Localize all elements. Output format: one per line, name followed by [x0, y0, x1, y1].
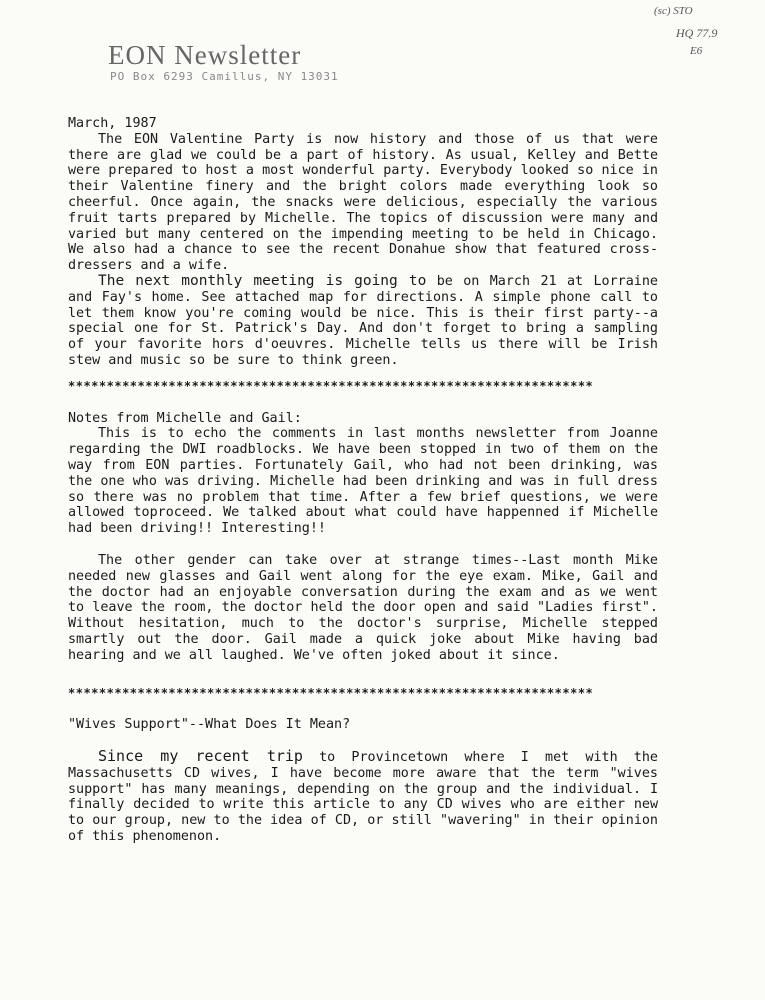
masthead: [108, 40, 339, 84]
margin-note-1: (sc) STO: [654, 5, 693, 17]
newsletter-title: EON Newsletter: [108, 40, 302, 70]
margin-note-3: E6: [690, 45, 703, 57]
other-gender-paragraph: The other gender can take over at strange times--Last month Mike needed new glasses and Gail went along for the eye exam. Mike, Gail and the doctor had an enjoyable conversation during the exam and as we went to leave the room, the doctor held the door open and said "Ladies first". Without hesitation, much to the doctor's surprise, Michelle stepped smartly out the door. Gail made a quick joke about Mike having bad hearing and we all laughed. We've often joked about it since.: [68, 552, 658, 663]
separator-line: ********************************************************************: [68, 378, 594, 393]
separator-line-2: ********************************************************************: [68, 685, 594, 700]
wives-support-paragraph: [68, 749, 658, 845]
valentine-party-paragraph: The EON Valentine Party is now history and those of us that were there are glad we could be a part of history. As usual, Kelley and Bette were prepared to host a most wonderful party. Everybody looked so nice in their Valentine finery and the bright colors made everything look so cheerful. Once again, the snacks were delicious, especially the various fruit tarts prepared by Michelle. The topics of discussion were many and varied but many centered on the impending meeting to be held in Chicago. We also had a chance to see the recent Donahue show that featured cross-dressers and a wife.: [68, 131, 658, 274]
issue-date: March, 1987: [68, 116, 157, 131]
dwi-paragraph: This is to echo the comments in last months newsletter from Joanne regarding the DWI roadblocks. We have been stopped in two of them on the way from EON parties. Fortunately Gail, who had not been drinking, was the one who was driving. Michelle had been drinking and was in full dress so there was no problem that time. After a few brief questions, we were allowed toproceed. We talked about what could have happenned if Michelle had been driving!! Interesting!!: [68, 426, 658, 537]
wives-support-text: to Provincetown where I met with the Massachusetts CD wives, I have become more aware that the term "wives support" has many meanings, depending on the group and the individual. I finally decided to write this article to any CD wives who are either new to our group, new to the idea of CD, or still "wavering" in their opinion of this phenomenon.: [68, 750, 658, 845]
newsletter-body: [68, 116, 658, 845]
next-meeting-text: be on March 21 at Lorraine and Fay's home. See attached map for directions. A simple phone call to let them know you're coming would be nice. This is their first party--a special one for St. Patrick's Day. And don't forget to bring a sampling of your favorite hors d'oeuvres. Michelle tells us there will be Irish stew and music so be sure to think green.: [68, 273, 658, 368]
notes-heading: Notes from Michelle and Gail:: [68, 410, 302, 426]
margin-note-2: HQ 77.9: [676, 26, 718, 40]
newsletter-address: PO Box 6293 Camillus, NY 13031: [110, 70, 339, 83]
handwritten-margin-notes: [648, 4, 758, 58]
wives-support-heading: "Wives Support"--What Does It Mean?: [68, 717, 351, 733]
wives-support-lead: Since my recent trip: [98, 747, 303, 766]
next-meeting-lead: The next monthly meeting is going to: [98, 272, 427, 289]
next-meeting-paragraph: [68, 274, 658, 369]
